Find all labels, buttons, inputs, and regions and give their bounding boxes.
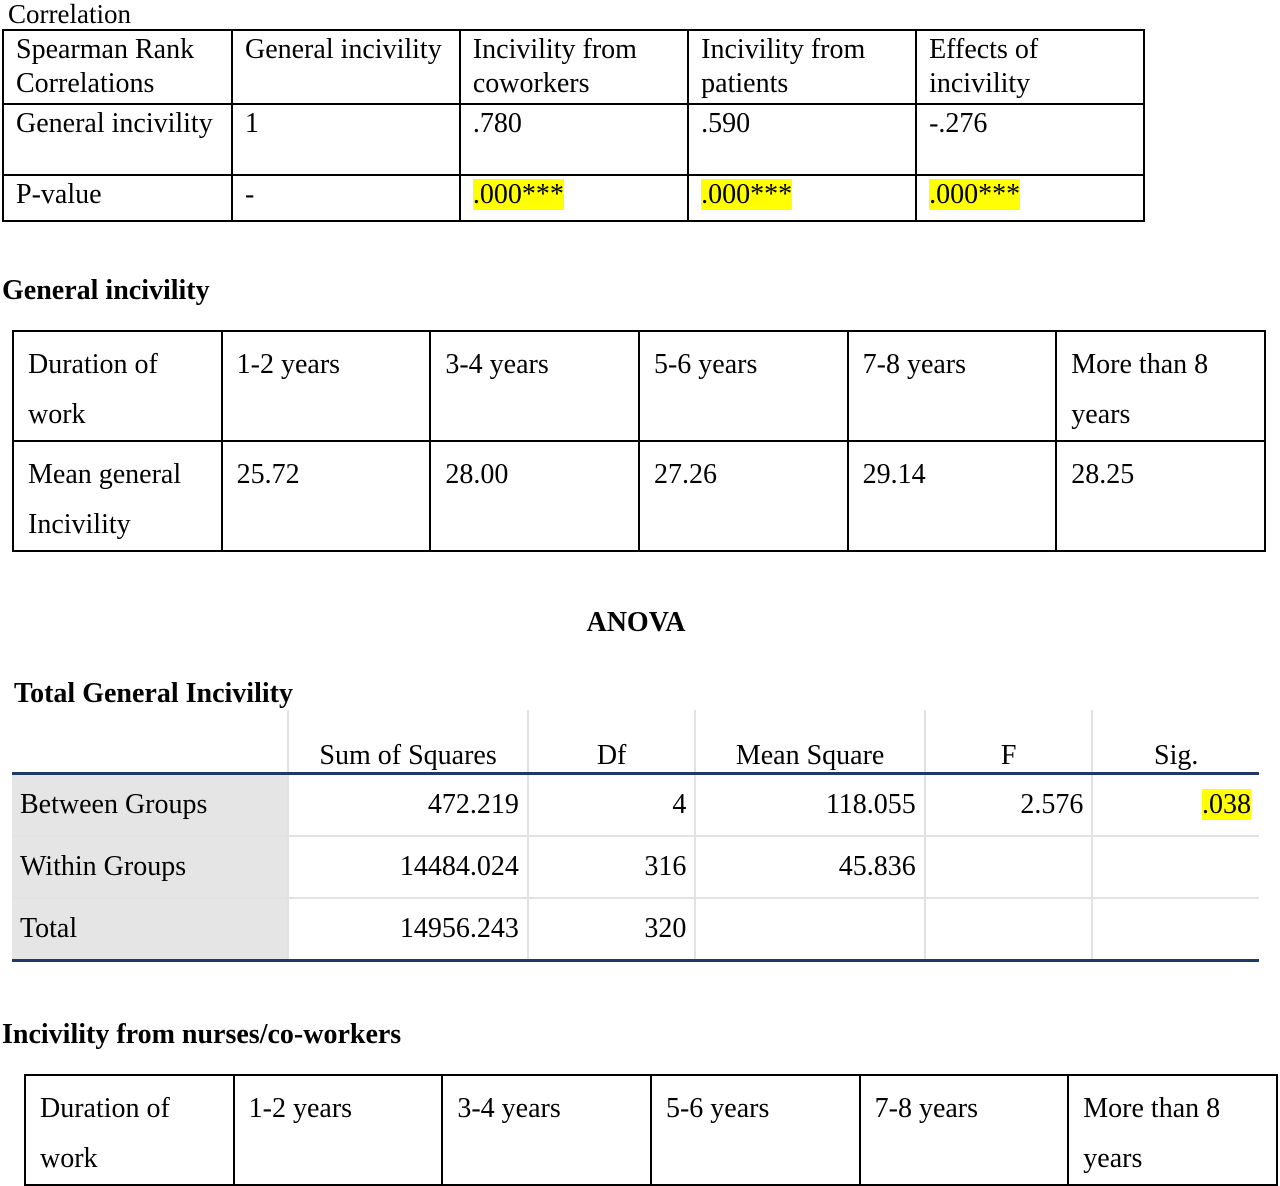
table-header-cell: Incivility from patients (688, 30, 916, 104)
table-cell (1092, 898, 1259, 961)
highlighted-value: .038 (1202, 789, 1251, 820)
nurses-incivility-heading: Incivility from nurses/co-workers (2, 1019, 402, 1050)
table-header-cell: F (925, 710, 1093, 774)
table-row (3, 104, 1144, 175)
table-header-cell: 7-8 years (848, 331, 1057, 441)
highlighted-value: .000*** (701, 179, 793, 210)
table-cell: 118.055 (695, 774, 924, 837)
table-cell (925, 836, 1093, 898)
table-header-cell: General incivility (232, 30, 460, 104)
table-cell: 4 (528, 774, 696, 837)
table-cell: .590 (688, 104, 916, 175)
correlation-caption: Correlation (8, 0, 131, 29)
table-header-cell: Spearman Rank Correlations (3, 30, 232, 104)
table-header-cell: Df (528, 710, 696, 774)
general-incivility-table (12, 330, 1266, 552)
table-row (12, 774, 1259, 837)
table-header-cell: 1-2 years (234, 1075, 443, 1185)
table-cell: 45.836 (695, 836, 924, 898)
table-cell: 1 (232, 104, 460, 175)
table-header-row (3, 30, 1144, 104)
table-row (13, 441, 1265, 551)
table-header-cell: 5-6 years (639, 331, 848, 441)
row-label: Between Groups (12, 774, 288, 837)
table-cell (916, 175, 1144, 221)
table-cell: 27.26 (639, 441, 848, 551)
table-header-cell: 1-2 years (222, 331, 431, 441)
table-header-cell: Duration of work (13, 331, 222, 441)
table-header-cell: Effects of incivility (916, 30, 1144, 104)
table-cell (695, 898, 924, 961)
row-label: P-value (3, 175, 232, 221)
row-label: Within Groups (12, 836, 288, 898)
table-cell: -.276 (916, 104, 1144, 175)
highlighted-value: .000*** (929, 179, 1021, 210)
table-header-cell: 3-4 years (430, 331, 639, 441)
table-cell: 316 (528, 836, 696, 898)
table-header-cell: Duration of work (25, 1075, 234, 1185)
table-header-cell: 5-6 years (651, 1075, 860, 1185)
table-header-cell: Mean Square (695, 710, 924, 774)
highlighted-value: .000*** (472, 179, 564, 210)
row-label: Total (12, 898, 288, 961)
table-cell: 14956.243 (288, 898, 528, 961)
table-header-cell: More than 8 years (1068, 1075, 1277, 1185)
table-cell: 320 (528, 898, 696, 961)
row-label: General incivility (3, 104, 232, 175)
row-label: Mean general Incivility (13, 441, 222, 551)
nurses-incivility-table (24, 1074, 1278, 1186)
table-cell: - (232, 175, 460, 221)
table-header-row (25, 1075, 1277, 1185)
table-cell (1092, 836, 1259, 898)
table-cell: 2.576 (925, 774, 1093, 837)
general-incivility-heading: General incivility (2, 275, 210, 306)
anova-title: ANOVA (586, 607, 686, 638)
table-cell (688, 175, 916, 221)
table-cell (925, 898, 1093, 961)
table-header-cell: More than 8 years (1056, 331, 1265, 441)
table-header-cell: Sum of Squares (288, 710, 528, 774)
table-cell: 14484.024 (288, 836, 528, 898)
table-cell: 29.14 (848, 441, 1057, 551)
anova-subtitle: Total General Incivility (14, 678, 293, 709)
table-cell: 28.00 (430, 441, 639, 551)
table-cell: 25.72 (222, 441, 431, 551)
table-row (3, 175, 1144, 221)
table-row (12, 836, 1259, 898)
table-cell: 472.219 (288, 774, 528, 837)
table-row (12, 898, 1259, 961)
anova-table (12, 710, 1259, 962)
table-cell: 28.25 (1056, 441, 1265, 551)
table-header-row (13, 331, 1265, 441)
table-header-cell: Incivility from coworkers (460, 30, 688, 104)
table-header-cell: Sig. (1092, 710, 1259, 774)
correlation-table (2, 29, 1145, 222)
table-header-row (12, 710, 1259, 774)
table-header-corner (12, 710, 288, 774)
table-header-cell: 3-4 years (442, 1075, 651, 1185)
table-cell: .780 (460, 104, 688, 175)
table-header-cell: 7-8 years (860, 1075, 1069, 1185)
table-cell (460, 175, 688, 221)
table-cell (1092, 774, 1259, 837)
